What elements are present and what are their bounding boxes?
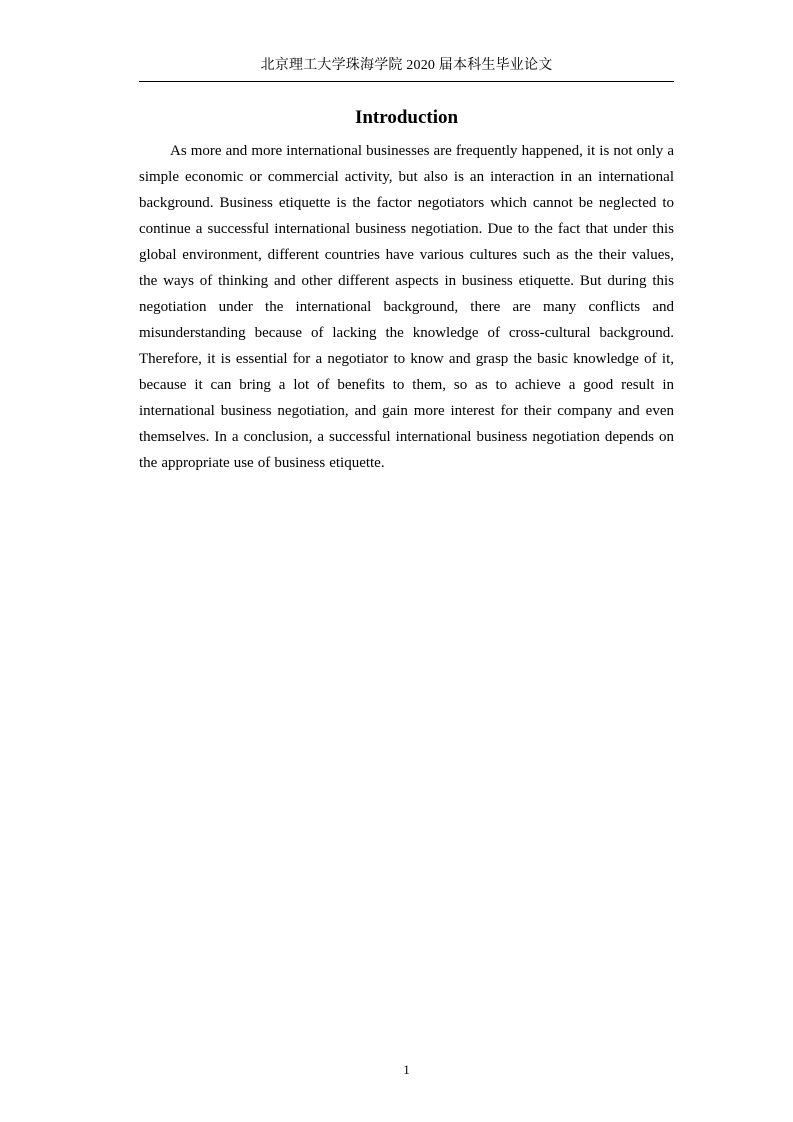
running-header: 北京理工大学珠海学院 2020 届本科生毕业论文: [260, 58, 553, 73]
page-number: 1: [403, 1062, 410, 1077]
body-paragraph: As more and more international businesses are frequently happened, it is not only a simple economic or commercial activity, but also is an interaction in an international background. Business etiquette is the factor negotiators which cannot be neglected to continue a successful international business negotiation. Due to the fact that under this global environment, different countries have various cultures such as the their values, the ways of thinking and other different aspects in business etiquette. But during this negotiation under the international background, there are many conflicts and misunderstanding because of lacking the knowledge of cross-cultural background. Therefore, it is essential for a negotiator to know and grasp the basic knowledge of it, because it can bring a lot of benefits to them, so as to achieve a good result in international business negotiation, and gain more interest for their company and even themselves. In a conclusion, a successful international business negotiation depends on the appropriate use of business etiquette.: [139, 143, 674, 471]
section-title: Introduction: [354, 107, 459, 128]
header-divider: [139, 81, 674, 82]
